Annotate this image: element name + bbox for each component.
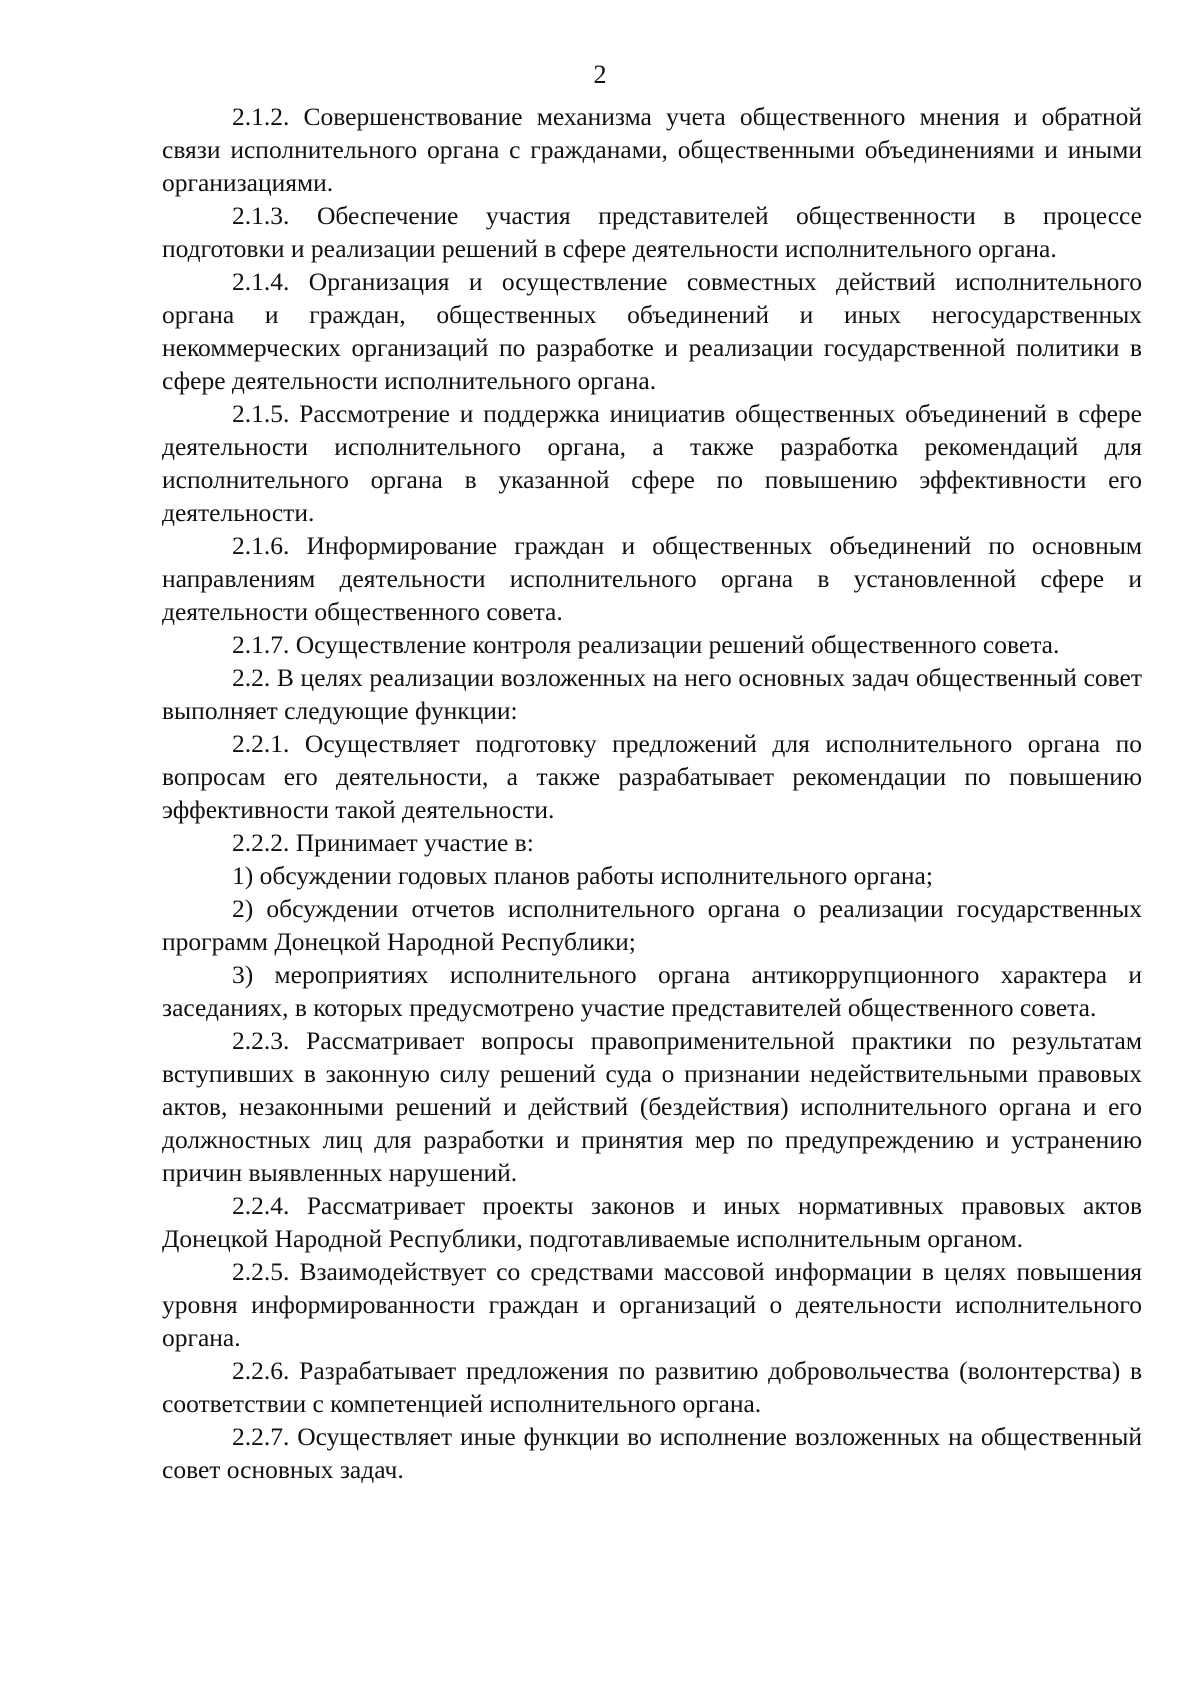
- paragraph-2-2-7: 2.2.7. Осуществляет иные функции во исполнение возложенных на общественный совет основных задач.: [162, 1422, 1142, 1484]
- paragraph-2-2-3: 2.2.3. Рассматривает вопросы правоприменительной практики по результатам вступивших в законную силу решений суда о признании недействительными правовых актов, незаконными решений и действий (бездействия) исполнительного органа и его должностных лиц для разработки и принятия мер по предупреждению и устранению причин выявленных нарушений.: [162, 1026, 1142, 1187]
- page-number: 2: [593, 60, 607, 89]
- list-item-3: 3) мероприятиях исполнительного органа антикоррупционного характера и заседаниях, в которых предусмотрено участие представителей общественного совета.: [162, 960, 1142, 1022]
- paragraph-2-2-2: 2.2.2. Принимает участие в:: [232, 828, 534, 857]
- list-item-1: 1) обсуждении годовых планов работы исполнительного органа;: [232, 861, 933, 890]
- paragraph-2-2-1: 2.2.1. Осуществляет подготовку предложений для исполнительного органа по вопросам его деятельности, а также разрабатывает рекомендации по повышению эффективности такой деятельности.: [162, 729, 1142, 824]
- paragraph-2-1-3: 2.1.3. Обеспечение участия представителей общественности в процессе подготовки и реализации решений в сфере деятельности исполнительного органа.: [162, 201, 1142, 263]
- paragraph-2-2-5: 2.2.5. Взаимодействует со средствами массовой информации в целях повышения уровня информированности граждан и организаций о деятельности исполнительного органа.: [162, 1257, 1142, 1352]
- paragraph-2-2-6: 2.2.6. Разрабатывает предложения по развитию добровольчества (волонтерства) в соответствии с компетенцией исполнительного органа.: [162, 1356, 1142, 1418]
- paragraph-2-1-5: 2.1.5. Рассмотрение и поддержка инициатив общественных объединений в сфере деятельности исполнительного органа, а также разработка рекомендаций для исполнительного органа в указанной сфере по повышению эффективности его деятельности.: [162, 399, 1142, 527]
- paragraph-2-1-6: 2.1.6. Информирование граждан и общественных объединений по основным направлениям деятельности исполнительного органа в установленной сфере и деятельности общественного совета.: [162, 531, 1142, 626]
- paragraph-2-1-2: 2.1.2. Совершенствование механизма учета общественного мнения и обратной связи исполнительного органа с гражданами, общественными объединениями и иными организациями.: [162, 102, 1142, 197]
- document-body: [162, 100, 1142, 1486]
- paragraph-2-2-4: 2.2.4. Рассматривает проекты законов и иных нормативных правовых актов Донецкой Народной Республики, подготавливаемые исполнительным органом.: [162, 1191, 1142, 1253]
- paragraph-2-2: 2.2. В целях реализации возложенных на него основных задач общественный совет выполняет следующие функции:: [162, 663, 1142, 725]
- list-item-2: 2) обсуждении отчетов исполнительного органа о реализации государственных программ Донецкой Народной Республики;: [162, 894, 1142, 956]
- paragraph-2-1-4: 2.1.4. Организация и осуществление совместных действий исполнительного органа и граждан, общественных объединений и иных негосударственных некоммерческих организаций по разработке и реализации государственной политики в сфере деятельности исполнительного органа.: [162, 267, 1142, 395]
- paragraph-2-1-7: 2.1.7. Осуществление контроля реализации решений общественного совета.: [232, 630, 1060, 659]
